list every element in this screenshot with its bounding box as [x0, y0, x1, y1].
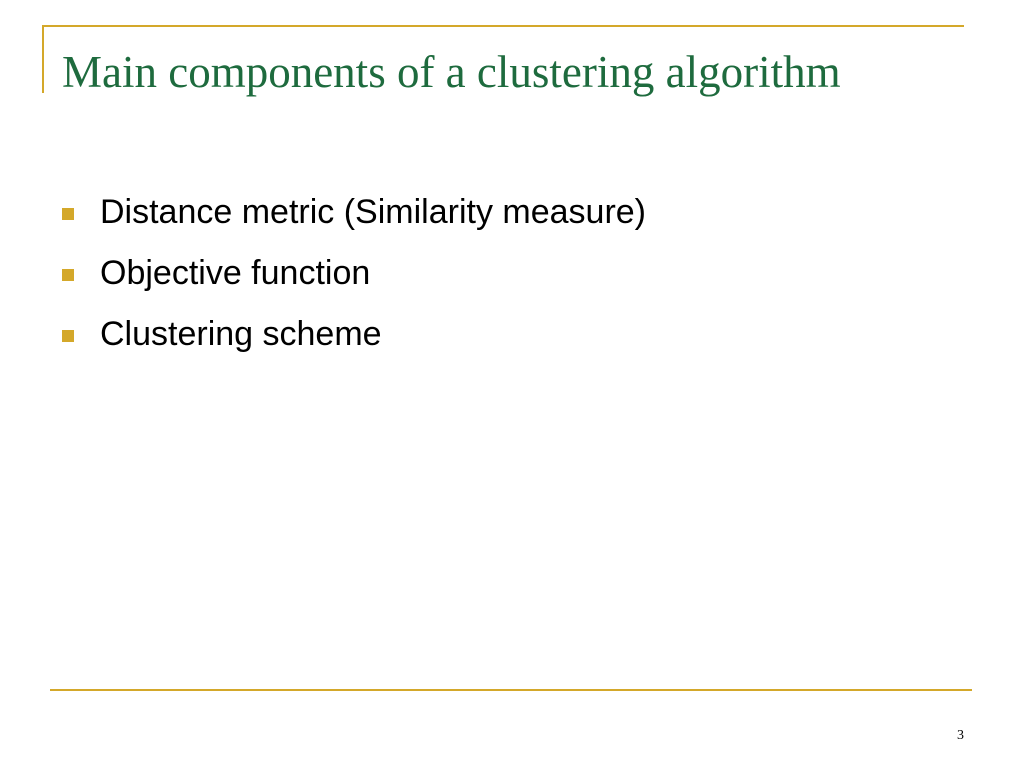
- bottom-border-line: [50, 689, 972, 691]
- bullet-text: Objective function: [100, 254, 371, 292]
- bullet-text: Distance metric (Similarity measure): [100, 193, 646, 231]
- left-border-line: [42, 25, 44, 93]
- list-item: [62, 251, 962, 312]
- list-item: [62, 190, 962, 251]
- bullet-text: Clustering scheme: [100, 315, 382, 353]
- square-bullet-icon: [62, 330, 74, 342]
- top-border-line: [42, 25, 964, 27]
- page-number: 3: [957, 728, 964, 743]
- bullet-list: [62, 190, 962, 373]
- list-item: [62, 312, 962, 373]
- square-bullet-icon: [62, 269, 74, 281]
- slide-title: Main components of a clustering algorithm: [62, 47, 841, 97]
- square-bullet-icon: [62, 208, 74, 220]
